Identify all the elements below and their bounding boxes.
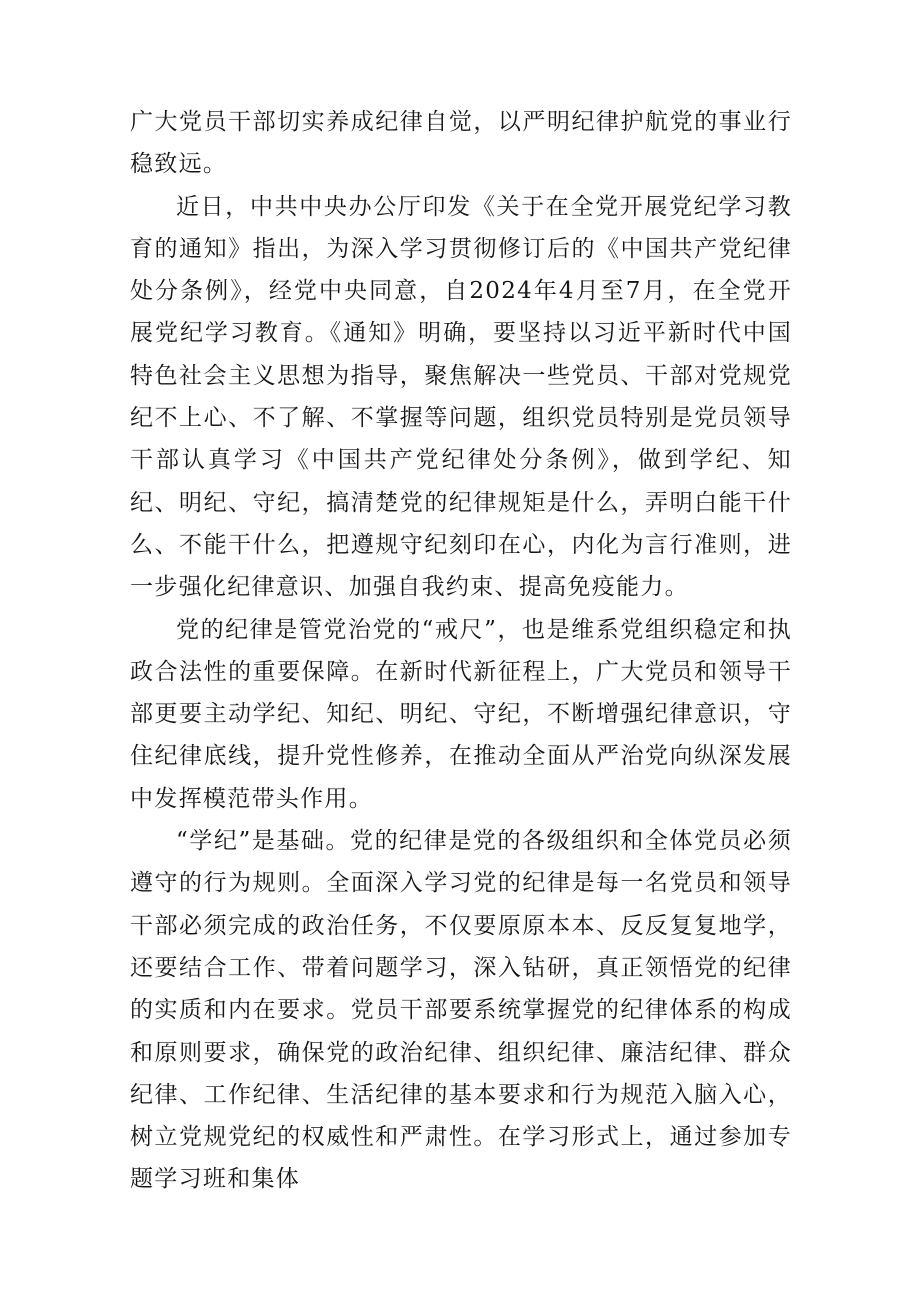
paragraph-discipline-importance: 党的纪律是管党治党的“戒尺”，也是维系党组织稳定和执政合法性的重要保障。在新时代新征程上，广大党员和领导干部更要主动学纪、知纪、明纪、守纪，不断增强纪律意识，守住纪律底线，提升党性修养，在推动全面从严治党向纵深发展中发挥模范带头作用。 <box>130 616 792 812</box>
document-body <box>130 101 792 1201</box>
paragraph-study-discipline: “学纪”是基础。党的纪律是党的各级组织和全体党员必须遵守的行为规则。全面深入学习党的纪律是每一名党员和领导干部必须完成的政治任务，不仅要原原本本、反反复复地学，还要结合工作、带着问题学习，深入钻研，真正领悟党的纪律的实质和内在要求。党员干部要系统掌握党的纪律体系的构成和原则要求，确保党的政治纪律、组织纪律、廉洁纪律、群众纪律、工作纪律、生活纪律的基本要求和行为规范入脑入心，树立党规党纪的权威性和严肃性。在学习形式上，通过参加专题学习班和集体 <box>130 828 792 1193</box>
paragraph-continuation: 广大党员干部切实养成纪律自觉，以严明纪律护航党的事业行稳致远。 <box>130 109 792 178</box>
paragraph-notice: 近日，中共中央办公厅印发《关于在全党开展党纪学习教育的通知》指出，为深入学习贯彻修订后的《中国共产党纪律处分条例》，经党中央同意，自2024年4月至7月，在全党开展党纪学习教育。《通知》明确，要坚持以习近平新时代中国特色社会主义思想为指导，聚焦解决一些党员、干部对党规党纪不上心、不了解、不掌握等问题，组织党员特别是党员领导干部认真学习《中国共产党纪律处分条例》，做到学纪、知纪、明纪、守纪，搞清楚党的纪律规矩是什么，弄明白能干什么、不能干什么，把遵规守纪刻印在心，内化为言行准则，进一步强化纪律意识、加强自我约束、提高免疫能力。 <box>130 193 792 601</box>
